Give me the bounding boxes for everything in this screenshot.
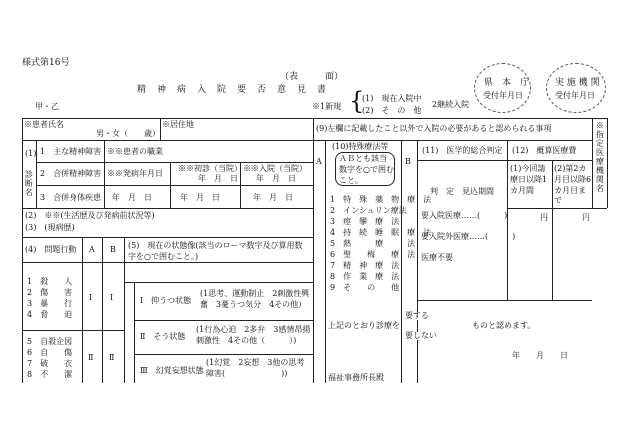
stamp-agency-l2: 受付年月日	[555, 91, 595, 100]
col-b-label: B	[405, 157, 411, 166]
onset-label: ※※発病年月日	[107, 169, 163, 178]
divider	[124, 282, 313, 283]
problem-header: (4) 問題行動	[25, 245, 77, 254]
need-option: 要する	[405, 311, 429, 320]
divider	[22, 330, 124, 331]
problem-item: 7 破 衣	[27, 359, 73, 368]
occupation-label: ※※患者の職業	[107, 147, 163, 156]
stamp-agency	[546, 63, 606, 113]
problem-item: 5 自殺企図	[27, 337, 73, 346]
therapy-item: 7 精 神 療 法	[330, 261, 400, 270]
state-2-detail: (1行為心迫 2多弁 3感情昂揚 刺激性 4その他（ ）)	[196, 325, 319, 345]
problem-roman-a1: Ⅰ	[89, 293, 93, 302]
divider	[22, 208, 313, 209]
recognize-statement: ものと認めます。	[472, 321, 536, 330]
cost-yen-2: 円	[582, 213, 590, 222]
frame-left	[22, 118, 23, 383]
option-current: (1) 現在入院中	[362, 94, 422, 103]
state-2-label: Ⅱ そう状態	[140, 332, 186, 341]
divider	[82, 237, 83, 383]
frame-right	[607, 118, 608, 208]
diag-row-label: 診断名	[24, 170, 34, 197]
overall-title: (11) 医学的総合判定	[422, 146, 503, 155]
statement-area	[418, 301, 608, 383]
col-a-label: A	[316, 157, 322, 166]
form-side: （表 面）	[280, 72, 344, 82]
divider	[134, 354, 313, 355]
divider	[507, 208, 607, 209]
divider	[36, 140, 37, 208]
therapy-item: 3 痙 攣 療 法	[330, 217, 400, 226]
life-history-label: (2) ※※(生活歴及び発病前状況等)	[25, 211, 155, 220]
problem-item: 4 脅 迫	[27, 310, 73, 319]
divider	[417, 160, 592, 161]
problem-col-b: B	[110, 245, 116, 254]
admission-label: ※※入院（当院）	[243, 164, 307, 173]
stamp-prefecture-l2: 受付年月日	[483, 91, 523, 100]
divider	[36, 162, 313, 163]
address-label: ※居住地	[162, 120, 194, 129]
divider	[507, 140, 508, 300]
divider	[592, 118, 593, 208]
statement-date: 年 月 日	[512, 351, 568, 360]
divider	[325, 140, 326, 383]
divider	[124, 237, 125, 383]
frame-top	[22, 118, 607, 119]
state-header: (5) 現在の状態像(該当のローマ数字及び算用数字を○で囲むこと。)	[128, 241, 303, 261]
therapy-item: 8 作 業 療 法	[330, 272, 400, 281]
divider	[313, 140, 592, 141]
problem-item: 3 暴 行	[27, 299, 73, 308]
kou-otsu: 甲・乙	[35, 102, 59, 111]
problem-item: 1 殺 人	[27, 277, 73, 286]
first-visit-label: ※※初診（当院）	[178, 164, 242, 173]
special-title: (10)特殊療法等	[332, 142, 389, 151]
designated-institution-label: ※指定医療機関名	[595, 121, 605, 193]
therapy-item: 2 インシュリン療法	[330, 206, 407, 215]
divider	[22, 140, 313, 141]
state-1-detail: (1思考、運動制止 2刺激性興奮 3憂うつ気分 4その他）	[200, 289, 310, 309]
divider	[552, 160, 553, 300]
problem-item: 8 不 潔	[27, 370, 73, 379]
cost-later-months: (2)第2カ月目以降6カ月目まで	[554, 164, 592, 206]
admission-date-2: 年 月 日	[253, 193, 293, 202]
divider	[22, 237, 313, 238]
judgement-header: 判 定 見込期間	[430, 187, 494, 196]
state-3-label: Ⅲ 幻覚妄想状態	[140, 366, 204, 375]
divider	[401, 140, 402, 383]
cost-first-month: (1)今回請療日以降1カ月間	[510, 164, 548, 195]
problem-item: 2 傷 害	[27, 288, 73, 297]
special-note: ＡＢとも該当数字を○で囲むこと。	[339, 154, 394, 185]
other-needs-heading: (9)左欄に記載したこと以外で入院の必要があると認められる事項	[316, 124, 552, 133]
inpatient-care: 要入院医療……( )	[421, 211, 508, 220]
problem-roman-b1: Ⅰ	[110, 293, 114, 302]
divider	[102, 237, 103, 383]
therapy-item: 6 聖 梅 療 法	[330, 250, 416, 259]
outpatient-care: 要入院外医療……( )	[421, 232, 516, 241]
noneed-option: 要しない	[405, 331, 437, 340]
state-1-label: Ⅰ 抑うつ状態	[140, 296, 192, 305]
problem-roman-b2: Ⅱ	[109, 353, 115, 362]
diag-item-2: 2 合併精神障害	[40, 169, 102, 178]
onset-date: 年 月 日	[112, 193, 152, 202]
welfare-office: 福祉事務所長殿	[328, 373, 384, 382]
cost-yen-1: 円	[540, 213, 548, 222]
stamp-prefecture	[474, 63, 531, 113]
problem-col-a: A	[89, 245, 95, 254]
cost-title: (12) 概算医療費	[512, 146, 577, 155]
stamp-prefecture-l1: 県 本 庁	[484, 78, 530, 88]
no-care: 医療不要	[421, 253, 453, 262]
divider	[134, 320, 313, 321]
therapy-item: 1 特 殊 薬 物 療 法	[330, 195, 432, 204]
therapy-item: 4 持 続 睡 眠 療 法	[330, 228, 432, 237]
diag-c1: (1)	[25, 149, 37, 158]
problem-roman-a2: Ⅱ	[88, 353, 94, 362]
divider	[104, 140, 105, 208]
state-3-detail: (1幻覚 2妄想 3他の思考障害( ))	[206, 358, 305, 378]
stamp-agency-l1: 実 施 機 関	[555, 78, 600, 88]
divider	[36, 185, 313, 186]
problem-item: 6 自 傷	[27, 348, 73, 357]
present-illness-label: (3) (現病歴)	[25, 223, 75, 232]
therapy-item: 5 熱 療 法	[330, 239, 416, 248]
divider	[160, 118, 161, 140]
patient-name-label: ※患者氏名	[24, 120, 64, 129]
brace: {	[349, 87, 365, 115]
above-statement: 上記のとおり診療を	[328, 321, 400, 330]
diag-item-3: 3 合併身体疾患	[40, 193, 102, 202]
new-case: ※1新規	[312, 102, 342, 111]
frame-mid	[313, 118, 314, 383]
first-visit-date: 年 月 日	[198, 174, 238, 183]
form-title: 精 神 病 入 院 要 否 意 見 書	[137, 85, 328, 95]
option-other: (2) そ の 他	[362, 106, 422, 115]
continuing: 2継続入院	[432, 100, 470, 109]
form-number: 様式第16号	[22, 58, 70, 68]
first-visit-date-2: 年 月 日	[180, 193, 220, 202]
therapy-item: 9 そ の 他	[330, 283, 400, 292]
divider	[134, 282, 135, 383]
admission-date: 年 月 日	[256, 174, 296, 183]
patient-sex-age: 男・女（ 歳）	[96, 129, 160, 138]
diag-item-1: 1 主な精神障害	[40, 147, 102, 156]
